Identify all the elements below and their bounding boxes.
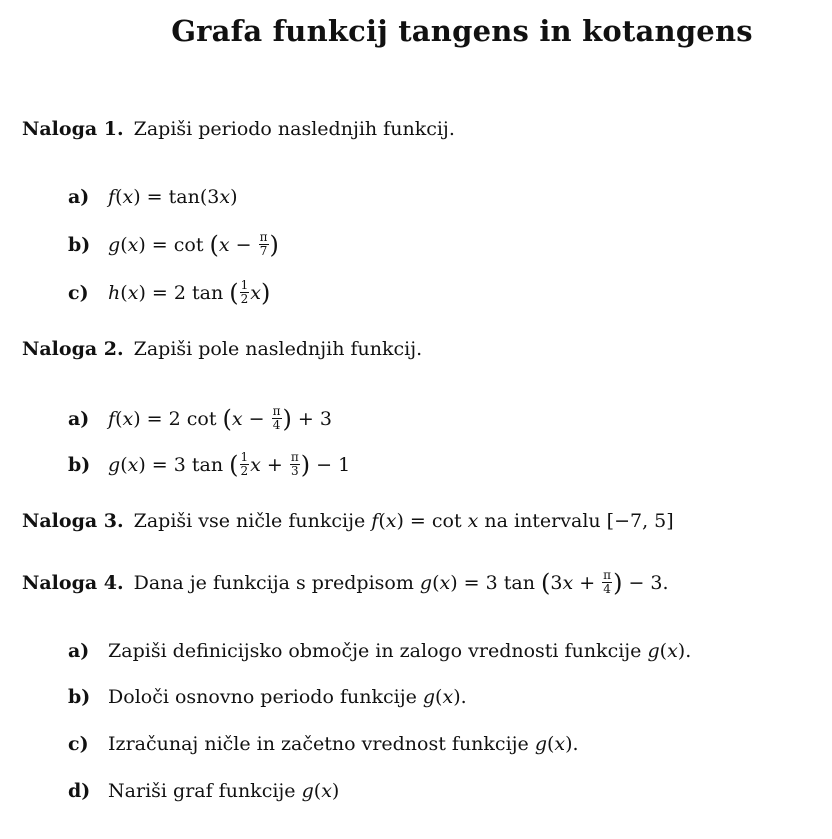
item-label: a) (68, 186, 90, 208)
task-3-text: Zapiši vse ničle funkcije f(x) = cot x na intervalu [−7, 5] (133, 510, 674, 532)
task-2-item-b (68, 452, 350, 479)
task-4-text: Dana je funkcija s predpisom g(x) = 3 tan (3x + $\frac{\pi}{4}$ ) − 3. (133, 568, 669, 597)
task-1-label: Naloga 1. (22, 118, 124, 140)
task-1-item-b (68, 232, 279, 259)
task-2-text: Zapiši pole naslednjih funkcij. (133, 338, 423, 360)
formula: h(x) = 2 tan ( $\frac{1}{2}$ x) (108, 278, 271, 307)
task-2-heading (22, 338, 422, 360)
task-2-item-a (68, 406, 332, 433)
item-label: b) (68, 453, 91, 476)
task-1-heading (22, 118, 455, 140)
task-4-item-a (68, 640, 691, 662)
item-text: Izračunaj ničle in začetno vrednost funkcije g(x). (108, 733, 579, 755)
item-text: Nariši graf funkcije g(x) (108, 780, 340, 802)
task-4-item-b (68, 686, 467, 708)
task-1-text: Zapiši periodo naslednjih funkcij. (133, 118, 455, 140)
task-4-heading (22, 570, 669, 597)
task-4-label: Naloga 4. (22, 571, 124, 594)
item-label: b) (68, 686, 91, 708)
item-label: c) (68, 733, 89, 755)
formula: g(x) = 3 tan ( $\frac{1}{2}$ x + $\frac{\pi}{3}$ ) − 1 (108, 450, 351, 479)
page-title: Grafa funkcij tangens in kotangens (171, 14, 753, 48)
task-4-item-c (68, 733, 579, 755)
formula: f(x) = tan(3x) (108, 186, 238, 208)
formula: f(x) = 2 cot (x − $\frac{\pi}{4}$ ) + 3 (108, 404, 332, 433)
item-label: b) (68, 233, 91, 256)
formula: g(x) = cot (x − $\frac{\pi}{7}$ ) (108, 230, 279, 259)
item-label: d) (68, 780, 91, 802)
item-label: a) (68, 640, 90, 662)
item-text: Določi osnovno periodo funkcije g(x). (108, 686, 467, 708)
task-1-item-c (68, 280, 270, 307)
task-1-item-a (68, 186, 238, 208)
task-2-label: Naloga 2. (22, 338, 124, 360)
task-3-label: Naloga 3. (22, 510, 124, 532)
item-text: Zapiši definicijsko območje in zalogo vrednosti funkcije g(x). (108, 640, 692, 662)
task-3-heading (22, 510, 674, 532)
item-label: c) (68, 281, 89, 304)
task-4-item-d (68, 780, 339, 802)
item-label: a) (68, 407, 90, 430)
